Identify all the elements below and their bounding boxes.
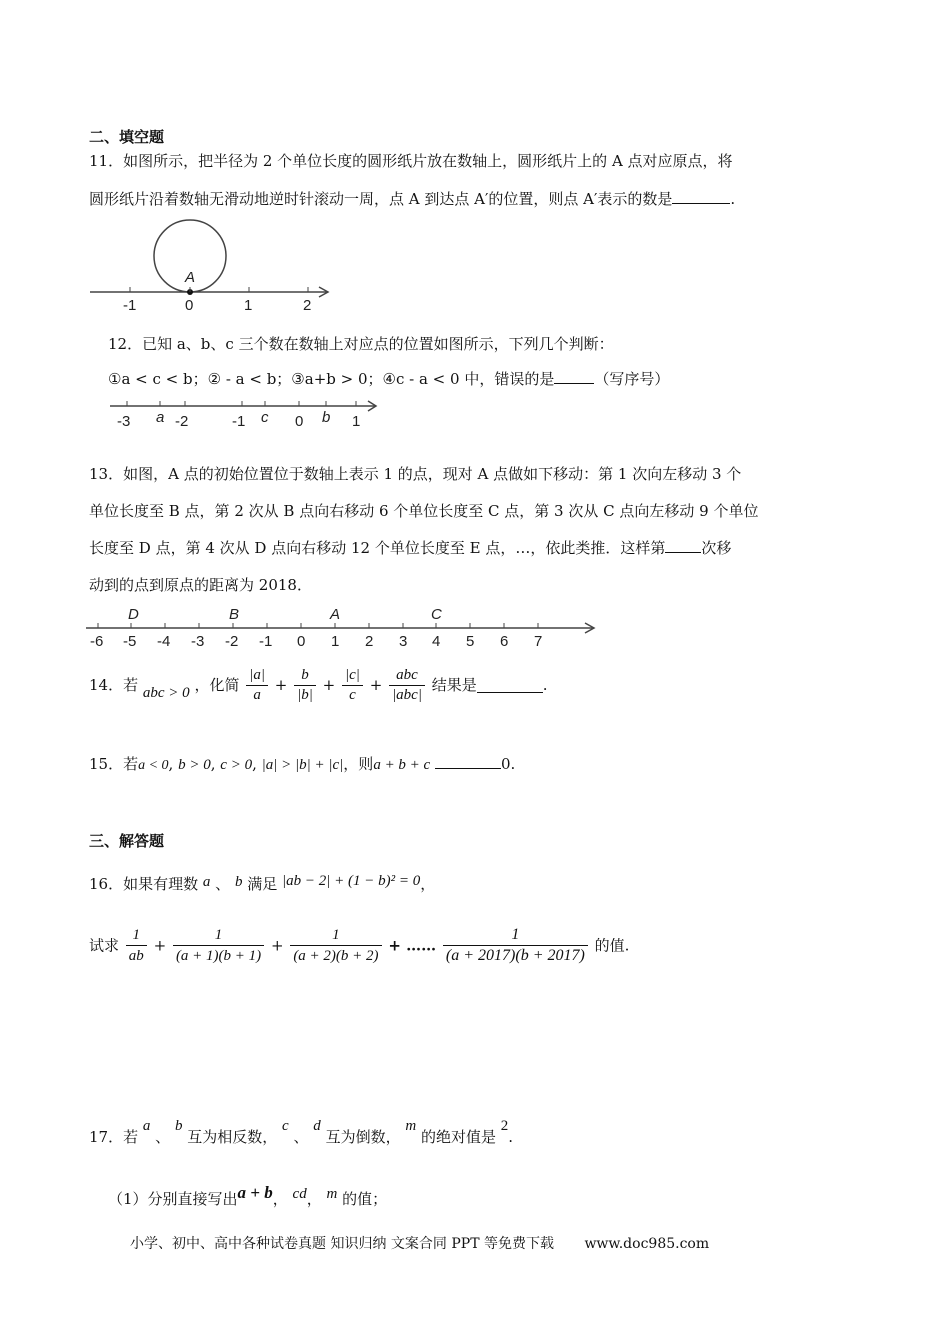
q16-prefix: 16．如果有理数 [89, 875, 199, 893]
q15-cond-a: a < 0 [138, 758, 169, 773]
q17-t2: 互为倒数， [325, 1128, 401, 1146]
q11-line1: 11．如图所示，把半径为 2 个单位长度的圆形纸片放在数轴上，圆形纸片上的 A 点对应原点，将 [89, 152, 733, 170]
q17-two: 2 [500, 1118, 509, 1134]
q13-point-a-label: A [330, 606, 341, 623]
q14-frac4-num: abc [396, 667, 418, 683]
q16-tail: 的值. [594, 936, 630, 955]
q17-line1 [89, 1118, 514, 1147]
q14-suffix: 结果是 [431, 676, 477, 694]
q12-answer-blank[interactable] [554, 369, 594, 384]
q17-t3: 的绝对值是 [420, 1128, 496, 1146]
q13-point-b-label: B [229, 606, 240, 623]
q16-fraction-1 [126, 925, 147, 966]
q17-prefix: 17．若 [89, 1128, 139, 1146]
q15-period: . [510, 755, 516, 773]
q13-tick-label: 3 [399, 633, 408, 650]
q17-dun: 、 [155, 1128, 171, 1146]
q11-tick-label: -1 [123, 297, 137, 314]
q14-frac4-den: |abc| [389, 685, 425, 705]
q11-tick-label: 1 [244, 297, 253, 314]
q13-line3 [89, 537, 731, 558]
q15-cond-b: b > 0 [178, 757, 211, 773]
q13-tick-label: 7 [534, 633, 543, 650]
q13-answer-blank[interactable] [665, 538, 701, 553]
q16-dun: 、 [215, 875, 231, 893]
q14-frac2-den: |b| [294, 685, 316, 705]
q11-answer-blank[interactable] [672, 189, 730, 204]
q16-var-a: a [202, 874, 211, 890]
footer [130, 1233, 709, 1253]
q13-point-d-label: D [128, 606, 139, 623]
q16-frac2-num: 1 [214, 927, 223, 943]
q16-plus: + [270, 936, 284, 955]
q15-sep: , [210, 755, 216, 773]
q17-comma2: ， [306, 1190, 322, 1208]
q14-frac3-num: |c| [345, 667, 360, 683]
q12-tick-label: -1 [232, 413, 246, 430]
q13-tick-label: -6 [90, 633, 104, 650]
q17-dun2: 、 [293, 1128, 309, 1146]
q16-frac3-num: 1 [332, 927, 340, 943]
q16-plus: + [153, 936, 167, 955]
q15-expr: a + b + c [373, 757, 431, 773]
q16-ellipsis: + …… [388, 936, 437, 955]
q17-apb: a + b [237, 1183, 273, 1202]
q11-line2 [89, 188, 735, 209]
q13-point-c-label: C [431, 606, 442, 623]
q14-prefix: 14．若 [89, 676, 139, 694]
q17-var-m: m [405, 1118, 417, 1134]
q14-fraction-1 [246, 666, 268, 705]
q16-line2 [89, 925, 629, 966]
q15 [89, 753, 515, 774]
q16-fraction-4 [443, 925, 588, 966]
q11-tick-label: 2 [303, 297, 312, 314]
q16-frac4-num: 1 [511, 926, 520, 943]
q17-t1: 互为相反数， [187, 1128, 278, 1146]
footer-text: 小学、初中、高中各种试卷真题 知识归纳 文案合同 PPT 等免费下载 [130, 1236, 554, 1252]
q15-sep: , [252, 755, 257, 773]
q12-tick-label: -3 [117, 413, 131, 430]
section-heading-fill: 二、填空题 [89, 128, 165, 146]
q15-answer-blank[interactable] [435, 754, 501, 769]
q16-frac3-den: (a + 2)(b + 2) [290, 945, 381, 966]
q13-tick-label: 2 [365, 633, 374, 650]
q15-cond-abs: |a| > |b| + |c| [261, 757, 344, 773]
q14-answer-blank[interactable] [477, 678, 543, 693]
q16-mid: 满足 [247, 875, 278, 893]
q16-try: 试求 [89, 936, 120, 955]
q17-sub1-prefix: （1）分别直接写出 [108, 1190, 238, 1208]
q12-line2 [108, 368, 669, 389]
q13-tick-label: -4 [157, 633, 171, 650]
q12-line2-post: （写序号） [594, 370, 670, 388]
q15-cond-c: c > 0 [220, 757, 253, 773]
q13-tick-label: 4 [432, 633, 441, 650]
q14 [89, 666, 548, 705]
footer-link[interactable]: www.doc985.com [584, 1236, 710, 1252]
q16-fraction-3 [290, 925, 381, 966]
q13-tick-label: 1 [331, 633, 340, 650]
q13-tick-label: -1 [259, 633, 273, 650]
q11-period: . [730, 190, 736, 208]
q12-point-a-label: a [156, 409, 165, 426]
q12-tick-label: 1 [352, 413, 361, 430]
q14-plus: + [322, 676, 336, 694]
q14-fraction-2 [294, 666, 316, 705]
q13-tick-label: 0 [297, 633, 306, 650]
q17-comma: ， [272, 1190, 288, 1208]
q13-line1: 13．如图，A 点的初始位置位于数轴上表示 1 的点，现对 A 点做如下移动：第 1 次向左移动 3 个 [89, 465, 742, 483]
q16-frac2-den: (a + 1)(b + 1) [173, 945, 264, 966]
q13-figure [84, 602, 604, 652]
q12-point-c-label: c [261, 409, 269, 426]
q17-sub1-suffix: 的值； [342, 1190, 388, 1208]
q13-line3-text: 长度至 D 点，第 4 次从 D 点向右移动 12 个单位长度至 E 点，…，依此类推．这样第 [89, 539, 666, 557]
q17-var-a: a [142, 1118, 151, 1134]
q12-point-b-label: b [322, 409, 331, 426]
q17-sub1 [108, 1183, 388, 1209]
q12-line1: 12．已知 a、b、c 三个数在数轴上对应点的位置如图所示，下列几个判断： [108, 335, 614, 353]
q14-mid: ，化简 [194, 676, 240, 694]
q17-period: . [508, 1128, 514, 1146]
q14-condition: abc > 0 [142, 685, 190, 701]
q13-line2: 单位长度至 B 点，第 2 次从 B 点向右移动 6 个单位长度至 C 点，第 3 次从 C 点向左移动 9 个单位 [89, 502, 759, 520]
q14-fraction-4 [389, 666, 425, 705]
q17-var-d: d [313, 1118, 321, 1134]
q16-condition: |ab − 2| + (1 − b)² = 0 [282, 873, 421, 889]
q16-fraction-2 [173, 925, 264, 966]
q14-plus: + [369, 676, 383, 694]
q13-tick-label: -2 [225, 633, 239, 650]
q17-m: m [326, 1186, 338, 1202]
q13-tick-label: -3 [191, 633, 205, 650]
q14-fraction-3 [342, 666, 363, 705]
q17-var-c: c [282, 1118, 289, 1134]
q13-line3-post: 次移 [701, 539, 732, 557]
q15-prefix: 15．若 [89, 755, 139, 773]
q12-tick-label: 0 [295, 413, 304, 430]
q16-comma: ， [420, 875, 436, 893]
q13-tick-label: -5 [123, 633, 137, 650]
q16-frac4-den: (a + 2017)(b + 2017) [443, 945, 588, 966]
q13-line4: 动到的点到原点的距离为 2018． [89, 576, 312, 594]
q11-figure [88, 214, 338, 314]
q11-line2-text: 圆形纸片沿着数轴无滑动地逆时针滚动一周，点 A 到达点 A′的位置，则点 A′表示的数是 [89, 190, 673, 208]
q12-line2-text: ①a < c < b；② ‐ a < b；③a+b > 0；④c ‐ a < 0 中，错误的是 [108, 370, 555, 388]
q14-frac1-den: a [246, 685, 268, 705]
q15-zero: 0 [501, 755, 511, 773]
q14-period: . [542, 676, 548, 694]
q12-figure [108, 392, 388, 432]
q15-mid: ，则 [343, 755, 374, 773]
q12-tick-label: -2 [175, 413, 189, 430]
q11-tick-label: 0 [185, 297, 194, 314]
q17-cd: cd [292, 1186, 307, 1202]
q16-line1 [89, 873, 435, 894]
q15-sep: , [168, 755, 174, 773]
q11-point-a-label: A [185, 269, 196, 286]
q16-frac1-den: ab [126, 945, 147, 966]
q14-frac3-den: c [342, 685, 363, 705]
q17-var-b: b [174, 1118, 183, 1134]
section-heading-answer: 三、解答题 [89, 832, 165, 850]
q14-frac2-num: b [301, 667, 309, 683]
q16-frac1-num: 1 [132, 927, 141, 943]
q13-tick-label: 5 [466, 633, 475, 650]
q16-var-b: b [234, 874, 243, 890]
q14-plus: + [274, 676, 288, 694]
q14-frac1-num: |a| [249, 667, 265, 683]
q13-tick-label: 6 [500, 633, 509, 650]
